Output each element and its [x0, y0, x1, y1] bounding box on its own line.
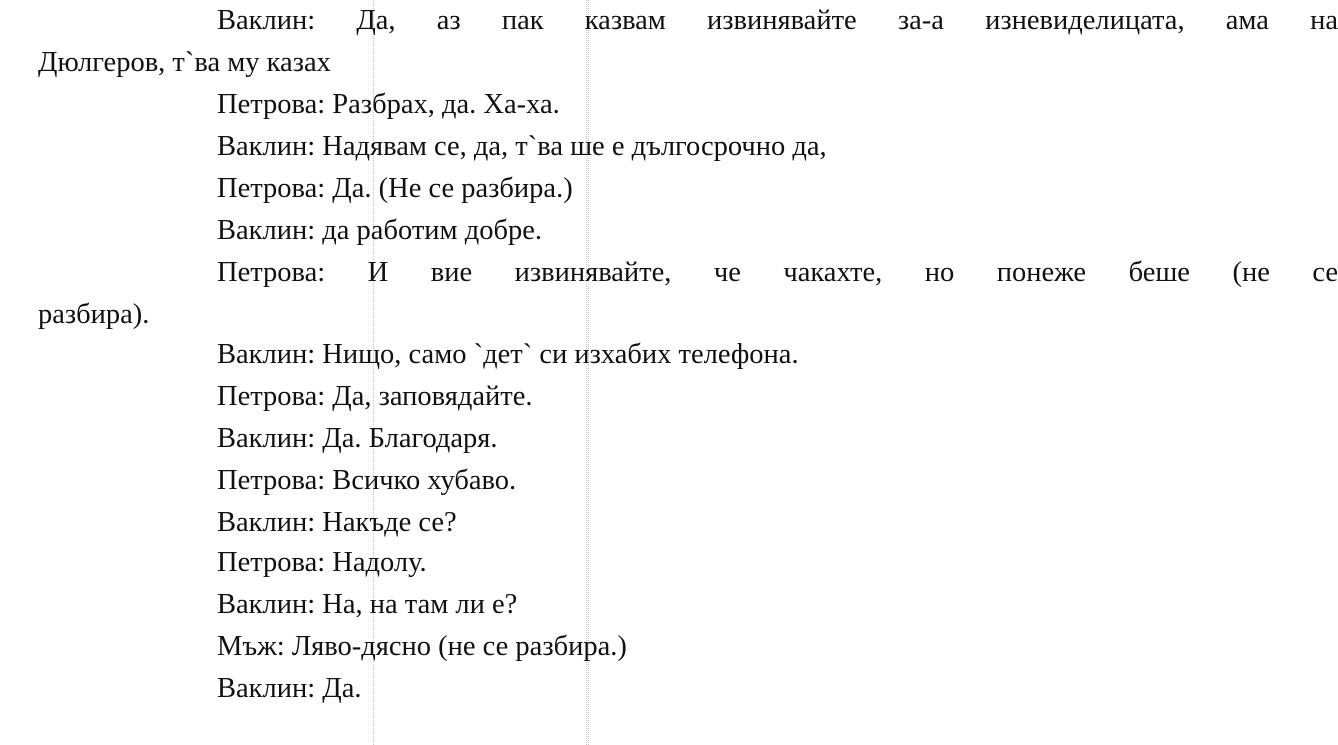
transcript-line: Петрова: И вие извинявайте, че чакахте, но понеже беше (не се	[217, 257, 1338, 288]
transcript-line: Петрова: Да, заповядайте.	[217, 381, 533, 412]
transcript-line: Ваклин: да работим добре.	[217, 215, 542, 246]
transcript-line: Ваклин: Да, аз пак казвам извинявайте за-а изневиделицата, ама на	[217, 5, 1338, 36]
transcript-line: Ваклин: Накъде се?	[217, 507, 457, 538]
transcript-line: Петрова: Да. (Не се разбира.)	[217, 173, 573, 204]
transcript-line: Дюлгеров, т`ва му казах	[38, 47, 331, 78]
transcript-line: Ваклин: Надявам се, да, т`ва ше е дългосрочно да,	[217, 131, 827, 162]
transcript-line: Мъж: Ляво-дясно (не се разбира.)	[217, 631, 627, 662]
transcript-line: Ваклин: Нищо, само `дет` си изхабих телефона.	[217, 339, 799, 370]
transcript-line: Ваклин: Да. Благодаря.	[217, 423, 498, 454]
transcript-line: Ваклин: Да.	[217, 673, 362, 704]
transcript-line: Петрова: Всичко хубаво.	[217, 465, 517, 496]
transcript-line: разбира).	[38, 299, 150, 330]
transcript-line: Петрова: Разбрах, да. Ха-ха.	[217, 89, 560, 120]
transcript-line: Ваклин: На, на там ли е?	[217, 589, 518, 620]
transcript-line: Петрова: Надолу.	[217, 547, 427, 578]
